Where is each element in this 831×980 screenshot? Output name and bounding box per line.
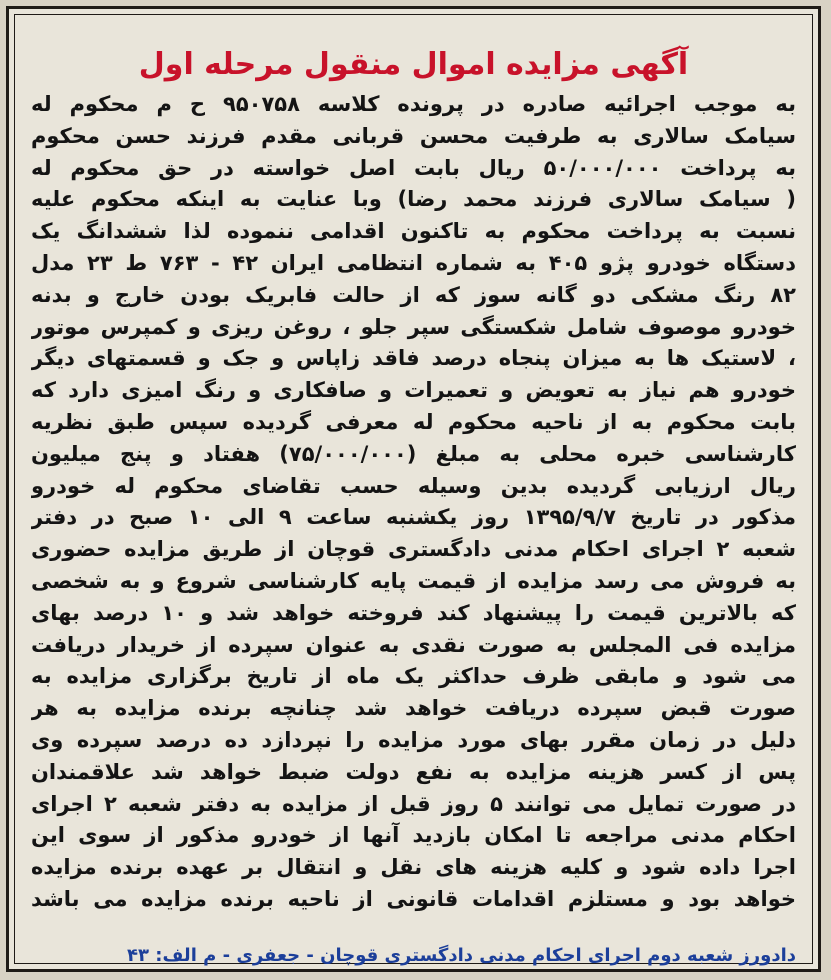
notice-line: ۸۲ رنگ مشکی دو گانه سوز که از حالت فابریک بودن خارج و بدنه <box>31 282 796 307</box>
notice-line: به فروش می رسد مزایده از قیمت پایه کارشناسی شروع و به شخصی <box>31 568 796 593</box>
notice-line: شعبه ۲ اجرای احکام مدنی دادگستری قوچان از طریق مزایده حضوری <box>31 537 796 562</box>
auction-notice <box>6 6 821 972</box>
notice-line: دلیل در زمان مقرر بهای مورد مزایده را نپردازد ده درصد سپرده وی <box>31 727 796 752</box>
notice-line: نسبت به پرداخت محکوم به تاکنون اقدامی ننموده لذا ششدانگ یک <box>31 219 796 244</box>
notice-footer: دادورز شعبه دوم اجرای احکام مدنی دادگستری قوچان - جعفری - م الف: ۴۳ <box>127 945 796 966</box>
notice-line: مزایده فی المجلس به صورت نقدی به عنوان سپرده از خریدار دریافت <box>31 632 796 657</box>
notice-line: کارشناسی خبره محلی به مبلغ (۷۵/۰۰۰/۰۰۰) هفتاد و پنج میلیون <box>31 441 796 466</box>
notice-line: به موجب اجرائیه صادره در پرونده کلاسه ۹۵۰۷۵۸ ح م محکوم له <box>31 92 796 116</box>
notice-line: در صورت تمایل می توانند ۵ روز قبل از مزایده به دفتر شعبه ۲ اجرای <box>31 791 796 816</box>
notice-title: آگهی مزایده اموال منقول مرحله اول <box>138 47 689 82</box>
notice-line: که بالاترین قیمت را پیشنهاد کند فروخته خواهد شد و ۱۰ درصد بهای <box>31 600 796 625</box>
notice-line: ریال ارزیابی گردیده بدین وسیله حسب تقاضای محکوم له خودرو <box>31 473 796 498</box>
notice-line: می شود و مابقی ظرف حداکثر یک ماه از تاریخ برگزاری مزایده به <box>31 664 796 689</box>
notice-body <box>31 89 796 916</box>
notice-line: مذکور در تاریخ ۱۳۹۵/۹/۷ روز یکشنبه ساعت ۹ الی ۱۰ صبح در دفتر <box>31 505 796 530</box>
notice-line: بابت محکوم به از ناحیه محکوم له معرفی گردیده سپس طبق نظریه <box>31 409 796 434</box>
notice-line: پس از کسر هزینه مزایده به نفع دولت ضبط خواهد شد علاقمندان <box>31 759 796 784</box>
notice-line: ، لاستیک ها به میزان پنجاه درصد فاقد زاپاس و جک و قسمتهای دیگر <box>31 346 796 371</box>
notice-line: صورت قبض سپرده دریافت خواهد شد چنانچه برنده مزایده به هر <box>31 696 796 721</box>
notice-line: ( سیامک سالاری فرزند محمد رضا) وبا عنایت به اینکه محکوم علیه <box>31 187 796 212</box>
notice-line: خودرو موصوف شامل شکستگی سپر جلو ، روغن ریزی و کمپرس موتور <box>31 314 796 339</box>
notice-line: خواهد بود و مستلزم اقدامات قانونی از ناحیه برنده مزایده می باشد <box>31 886 796 911</box>
notice-line: سیامک سالاری به طرفیت محسن قربانی مقدم فرزند حسن محکوم <box>31 123 796 148</box>
notice-line: به پرداخت ۵۰/۰۰۰/۰۰۰ ریال بابت اصل خواسته در حق محکوم له <box>31 155 796 180</box>
notice-line: خودرو هم نیاز به تعویض و تعمیرات و صافکاری و رنگ امیزی دارد که <box>31 378 796 403</box>
notice-line: دستگاه خودرو پژو ۴۰۵ به شماره انتظامی ایران ۴۲ - ۷۶۳ ط ۲۳ مدل <box>31 250 796 275</box>
notice-line: احکام مدنی مراجعه تا امکان بازدید آنها از خودرو مذکور از سوی این <box>31 823 796 848</box>
notice-line: اجرا داده شود و کلیه هزینه های نقل و انتقال بر عهده برنده مزایده <box>31 855 796 880</box>
